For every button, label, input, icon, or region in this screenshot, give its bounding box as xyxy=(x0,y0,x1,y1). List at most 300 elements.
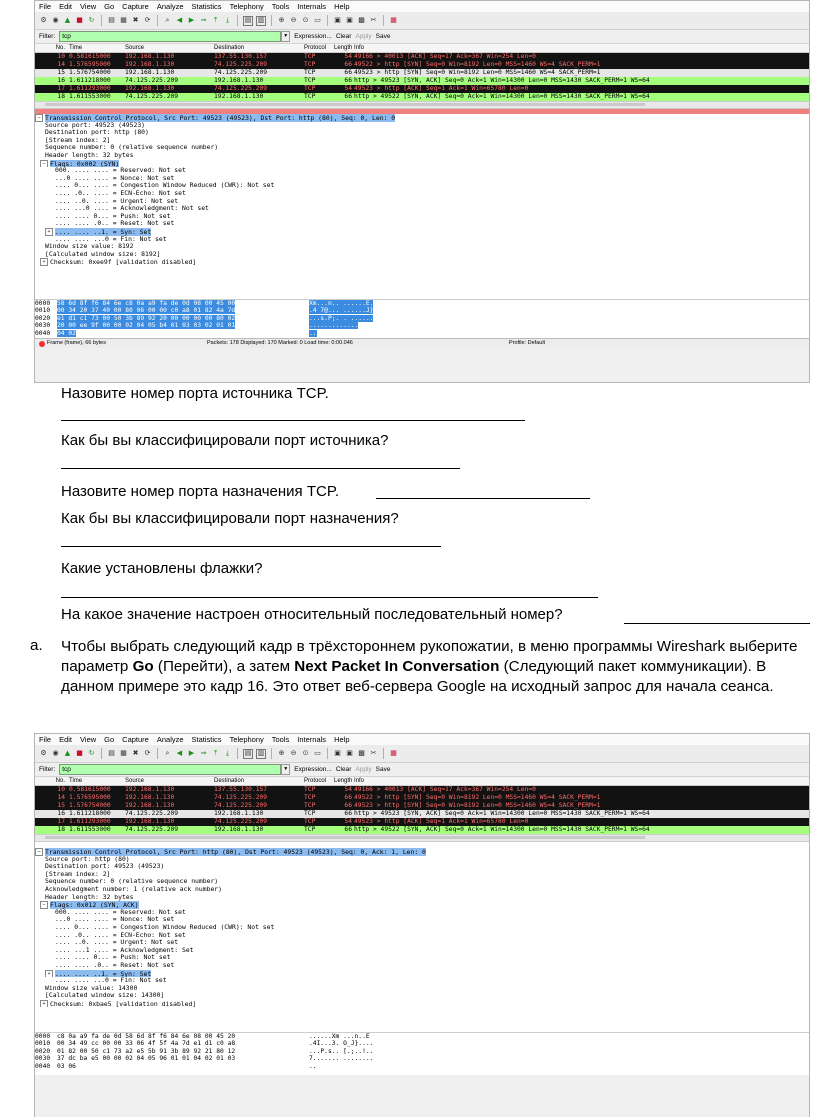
menu-tools[interactable]: Tools xyxy=(271,2,290,11)
menu-edit[interactable]: Edit xyxy=(59,735,73,744)
hex-bytes[interactable]: c8 0a a9 fa de 0d 58 6d 8f f6 84 6e 08 00 45 20 xyxy=(57,1033,236,1040)
collapse-icon[interactable]: − xyxy=(40,160,48,168)
packet-no: 16 xyxy=(57,77,65,84)
restart-capture-icon[interactable]: ↻ xyxy=(88,16,95,24)
hex-row xyxy=(35,322,809,329)
hex-bytes[interactable]: 04 02 xyxy=(57,329,76,337)
hex-bytes[interactable]: 03 06 xyxy=(57,1062,76,1070)
menu-tools[interactable]: Tools xyxy=(271,735,290,744)
packet-len: 54 xyxy=(344,818,352,825)
hex-ascii[interactable]: .4 7@... ......J} xyxy=(309,307,374,315)
filter-label: Filter: xyxy=(39,766,56,773)
zoom-in-icon[interactable]: ⊕ xyxy=(278,16,285,24)
go-last-icon[interactable]: ⤓ xyxy=(225,16,230,24)
close-file-icon[interactable]: ✖ xyxy=(132,749,139,757)
packet-row[interactable] xyxy=(35,786,809,794)
resize-columns-icon[interactable]: ▭ xyxy=(314,16,321,24)
packet-row[interactable] xyxy=(35,802,809,810)
detail-text: .... .... .0.. = Reset: Not set xyxy=(55,220,175,228)
packet-list-scrollbar[interactable] xyxy=(35,101,809,109)
hex-row xyxy=(35,330,809,337)
detail-text: [Calculated window size: 14300] xyxy=(45,992,165,1000)
find-packet-icon[interactable]: ⌕ xyxy=(165,16,170,24)
packet-len: 54 xyxy=(344,85,352,92)
packet-src: 192.168.1.130 xyxy=(125,53,175,60)
detail-row[interactable] xyxy=(35,129,809,137)
menu-internals[interactable]: Internals xyxy=(297,735,327,744)
detail-row[interactable] xyxy=(35,236,809,244)
packet-dst: 192.168.1.130 xyxy=(214,77,264,84)
detail-row[interactable] xyxy=(35,856,809,864)
detail-row[interactable] xyxy=(35,970,809,978)
detail-row[interactable] xyxy=(35,901,809,909)
collapse-icon[interactable]: − xyxy=(40,901,48,909)
packet-list xyxy=(35,53,809,101)
menu-go[interactable]: Go xyxy=(104,735,115,744)
stop-capture-icon[interactable]: ■ xyxy=(76,16,83,24)
detail-text: [Stream index: 2] xyxy=(45,870,111,878)
answer-line[interactable] xyxy=(376,498,590,499)
packet-dst: 192.168.1.130 xyxy=(214,810,264,817)
coloring-rules-icon[interactable]: ▩ xyxy=(358,16,365,24)
packet-time: 1.576595000 xyxy=(69,794,111,801)
menu-file[interactable]: File xyxy=(39,735,52,744)
expert-info-icon[interactable] xyxy=(39,341,45,347)
packet-row[interactable] xyxy=(35,85,809,93)
detail-row[interactable] xyxy=(35,947,809,955)
packet-info: 49522 > http [SYN] Seq=0 Win=8192 Len=0 MSS=1460 WS=4 SACK_PERM=1 xyxy=(354,61,601,68)
autoscroll-icon[interactable]: ▥ xyxy=(257,16,265,24)
menu-help[interactable]: Help xyxy=(334,735,350,744)
column-length[interactable]: Length xyxy=(334,45,353,51)
answer-line[interactable] xyxy=(61,468,460,469)
packet-no: 17 xyxy=(57,85,65,92)
detail-row[interactable] xyxy=(35,220,809,228)
detail-row[interactable] xyxy=(35,916,809,924)
capture-filters-icon[interactable]: ▣ xyxy=(334,16,341,24)
step-marker: a. xyxy=(30,637,43,654)
detail-row[interactable] xyxy=(35,251,809,259)
column-protocol[interactable]: Protocol xyxy=(304,45,327,51)
expand-icon[interactable]: + xyxy=(40,258,48,266)
detail-row[interactable] xyxy=(35,848,809,856)
packet-proto: TCP xyxy=(304,826,316,833)
detail-text: 000. .... .... = Reserved: Not set xyxy=(55,908,186,916)
go-forward-icon[interactable]: ▶ xyxy=(188,16,195,24)
interfaces-icon[interactable]: ⚙ xyxy=(40,16,47,24)
menu-file[interactable]: File xyxy=(39,2,52,11)
zoom-in-icon[interactable]: ⊕ xyxy=(278,749,285,757)
packet-info: http > 49523 [SYN, ACK] Seq=0 Ack=1 Win=14300 Len=0 MSS=1430 SACK_PERM=1 WS=64 xyxy=(354,77,650,84)
packet-src: 192.168.1.130 xyxy=(125,818,175,825)
detail-text: .... .... ..1. = Syn: Set xyxy=(55,227,152,236)
packet-time: 1.576754000 xyxy=(69,802,111,809)
clear-button[interactable]: Clear xyxy=(335,766,352,773)
save-file-icon[interactable]: ▦ xyxy=(120,16,127,24)
detail-row[interactable] xyxy=(35,160,809,168)
hex-bytes[interactable]: 00 34 49 cc 00 00 33 06 4f 5f 4a 7d e1 d1 c0 a8 xyxy=(57,1040,236,1048)
detail-text: Sequence number: 0 (relative sequence number) xyxy=(45,144,219,152)
packet-info: http > 49523 [SYN, ACK] Seq=0 Ack=1 Win=14300 Len=0 MSS=1430 SACK_PERM=1 WS=64 xyxy=(354,810,650,817)
detail-row[interactable] xyxy=(35,175,809,183)
packet-list-scrollbar[interactable] xyxy=(35,834,809,842)
packet-len: 66 xyxy=(344,69,352,76)
packet-row[interactable] xyxy=(35,93,809,101)
detail-row[interactable] xyxy=(35,205,809,213)
detail-row[interactable] xyxy=(35,137,809,145)
colorize-icon[interactable]: ▤ xyxy=(244,16,252,24)
menu-telephony[interactable]: Telephony xyxy=(229,2,264,11)
packet-time: 1.611553000 xyxy=(69,93,111,100)
filter-bar xyxy=(35,30,809,44)
detail-text: .... ...1 .... = Acknowledgment: Set xyxy=(55,946,194,954)
hex-ascii[interactable]: 7....... ........ xyxy=(309,1055,374,1063)
next-packet-menu-name: Next Packet In Conversation xyxy=(294,658,500,675)
column-length[interactable]: Length xyxy=(334,778,353,784)
go-forward-icon[interactable]: ▶ xyxy=(188,749,195,757)
menu-analyze[interactable]: Analyze xyxy=(156,735,184,744)
save-filter-button[interactable]: Save xyxy=(375,33,391,40)
hex-ascii[interactable]: ...P.s.. [.;..!.. xyxy=(309,1047,374,1055)
detail-row[interactable] xyxy=(35,886,809,894)
column-time[interactable]: Time xyxy=(69,778,83,784)
menu-go[interactable]: Go xyxy=(104,2,115,11)
packet-no: 10 xyxy=(57,53,65,60)
go-first-icon[interactable]: ⤒ xyxy=(213,16,218,24)
open-file-icon[interactable]: ▤ xyxy=(108,749,115,757)
detail-row[interactable] xyxy=(35,932,809,940)
hex-offset: 0000 xyxy=(35,300,51,307)
packet-row[interactable] xyxy=(35,61,809,69)
menu-capture[interactable]: Capture xyxy=(122,2,149,11)
column-no[interactable]: No. xyxy=(55,778,65,784)
detail-row[interactable] xyxy=(35,228,809,236)
menu-view[interactable]: View xyxy=(80,2,97,11)
menu-view[interactable]: View xyxy=(80,735,97,744)
go-back-icon[interactable]: ◀ xyxy=(176,16,183,24)
packet-no: 14 xyxy=(57,61,65,68)
save-file-icon[interactable]: ▦ xyxy=(120,749,127,757)
reload-icon[interactable]: ⟳ xyxy=(144,16,151,24)
status-frame: Frame (frame), 66 bytes xyxy=(47,340,106,346)
detail-row[interactable] xyxy=(35,977,809,985)
status-packets: Packets: 178 Displayed: 170 Marked: 0 Load time: 0:00.046 xyxy=(207,340,353,346)
hex-offset: 0040 xyxy=(35,1062,51,1070)
detail-text: ...0 .... .... = Nonce: Not set xyxy=(55,916,175,924)
zoom-out-icon[interactable]: ⊖ xyxy=(290,749,297,757)
collapse-icon[interactable]: − xyxy=(35,114,43,122)
hex-row xyxy=(35,307,809,314)
detail-text: [Stream index: 2] xyxy=(45,136,111,144)
detail-row[interactable] xyxy=(35,992,809,1000)
menu-internals[interactable]: Internals xyxy=(297,2,327,11)
column-source[interactable]: Source xyxy=(125,45,145,51)
open-file-icon[interactable]: ▤ xyxy=(108,16,115,24)
packet-row[interactable] xyxy=(35,818,809,826)
detail-row[interactable] xyxy=(35,213,809,221)
filter-dropdown-icon[interactable]: ▼ xyxy=(281,764,290,775)
detail-row[interactable] xyxy=(35,243,809,251)
help-icon[interactable]: ▦ xyxy=(390,749,397,757)
go-to-packet-icon[interactable]: ⇒ xyxy=(200,749,207,757)
detail-text: .... .... 0... = Push: Not set xyxy=(55,212,171,220)
go-to-packet-icon[interactable]: ⇒ xyxy=(200,16,207,24)
detail-row[interactable] xyxy=(35,198,809,206)
packet-len: 66 xyxy=(344,794,352,801)
display-filters-icon[interactable]: ▣ xyxy=(346,749,353,757)
packet-no: 16 xyxy=(57,810,65,817)
expression-button[interactable]: Expression... xyxy=(294,766,332,773)
packet-time: 1.611293000 xyxy=(69,818,111,825)
answer-line[interactable] xyxy=(61,546,441,547)
packet-len: 66 xyxy=(344,61,352,68)
question-seq-number: На какое значение настроен относительный последовательный номер? xyxy=(61,606,563,623)
expand-icon[interactable]: + xyxy=(45,228,53,236)
detail-row[interactable] xyxy=(35,114,809,122)
menu-telephony[interactable]: Telephony xyxy=(229,735,264,744)
packet-no: 15 xyxy=(57,802,65,809)
column-protocol[interactable]: Protocol xyxy=(304,778,327,784)
packet-info: 49166 > 40013 [ACK] Seq=17 Ack=367 Win=254 Len=0 xyxy=(354,786,536,793)
expand-icon[interactable]: + xyxy=(45,970,53,978)
hex-bytes[interactable]: 37 dc ba e5 00 00 02 04 05 96 01 01 04 02 01 03 xyxy=(57,1055,236,1063)
detail-row[interactable] xyxy=(35,939,809,947)
find-packet-icon[interactable]: ⌕ xyxy=(165,749,170,757)
detail-row[interactable] xyxy=(35,190,809,198)
menu-analyze[interactable]: Analyze xyxy=(156,2,184,11)
answer-line[interactable] xyxy=(61,597,598,598)
hex-offset: 0010 xyxy=(35,1040,51,1048)
packet-info: http > 49522 [SYN, ACK] Seq=0 Ack=1 Win=14300 Len=0 MSS=1430 SACK_PERM=1 WS=64 xyxy=(354,93,650,100)
detail-row[interactable] xyxy=(35,152,809,160)
hex-ascii[interactable]: ............. xyxy=(309,322,359,330)
packet-details xyxy=(35,842,809,1032)
detail-text: .... .... ..1. = Syn: Set xyxy=(55,969,152,978)
colorize-icon[interactable]: ▤ xyxy=(244,749,252,757)
packet-row[interactable] xyxy=(35,794,809,802)
packet-row[interactable] xyxy=(35,53,809,61)
packet-proto: TCP xyxy=(304,786,316,793)
answer-line[interactable] xyxy=(61,420,525,421)
detail-text: .... 0... .... = Congestion Window Reduced (CWR): Not set xyxy=(55,923,275,931)
detail-row[interactable] xyxy=(35,182,809,190)
answer-line[interactable] xyxy=(624,623,810,624)
menu-statistics[interactable]: Statistics xyxy=(191,2,222,11)
hex-offset: 0030 xyxy=(35,1055,51,1063)
column-destination[interactable]: Destination xyxy=(214,45,245,51)
hex-ascii[interactable]: .4I...3. O_J}.... xyxy=(309,1040,374,1048)
hex-offset: 0040 xyxy=(35,329,51,337)
autoscroll-icon[interactable]: ▥ xyxy=(257,749,265,757)
detail-text: Source port: 49523 (49523) xyxy=(45,121,146,129)
display-filters-icon[interactable]: ▣ xyxy=(346,16,353,24)
packet-time: 1.611293000 xyxy=(69,85,111,92)
detail-text: Acknowledgment number: 1 (relative ack number) xyxy=(45,885,222,893)
detail-text: Header length: 32 bytes xyxy=(45,893,134,901)
detail-row[interactable] xyxy=(35,167,809,175)
packet-dst: 137.55.130.157 xyxy=(214,786,268,793)
expression-button[interactable]: Expression... xyxy=(294,33,332,40)
status-bar xyxy=(35,338,809,348)
detail-text: .... .... 0... = Push: Not set xyxy=(55,954,171,962)
detail-row[interactable] xyxy=(35,954,809,962)
packet-row[interactable] xyxy=(35,810,809,818)
go-last-icon[interactable]: ⤓ xyxy=(225,749,230,757)
detail-row[interactable] xyxy=(35,258,809,266)
detail-row[interactable] xyxy=(35,122,809,130)
start-capture-icon[interactable]: ▲ xyxy=(64,749,71,757)
column-source[interactable]: Source xyxy=(125,778,145,784)
reload-icon[interactable]: ⟳ xyxy=(144,749,151,757)
hex-row xyxy=(35,300,809,307)
capture-filters-icon[interactable]: ▣ xyxy=(334,749,341,757)
packet-info: 49166 > 40013 [ACK] Seq=17 Ack=367 Win=254 Len=0 xyxy=(354,53,536,60)
help-icon[interactable]: ▦ xyxy=(390,16,397,24)
interfaces-icon[interactable]: ⚙ xyxy=(40,749,47,757)
coloring-rules-icon[interactable]: ▩ xyxy=(358,749,365,757)
packet-src: 192.168.1.130 xyxy=(125,61,175,68)
hex-bytes[interactable]: 00 34 20 37 40 00 80 06 00 00 c0 a8 01 82 4a 7d xyxy=(57,307,236,315)
question-dest-class: Как бы вы классифицировали порт назначения? xyxy=(61,510,399,527)
packet-proto: TCP xyxy=(304,69,316,76)
detail-text: Header length: 32 bytes xyxy=(45,151,134,159)
filter-input[interactable]: tcp xyxy=(59,764,281,775)
hex-offset: 0000 xyxy=(35,1033,51,1040)
packet-row[interactable] xyxy=(35,69,809,77)
packet-src: 192.168.1.130 xyxy=(125,794,175,801)
go-first-icon[interactable]: ⤒ xyxy=(213,749,218,757)
menu-bar xyxy=(35,1,809,12)
detail-row[interactable] xyxy=(35,1000,809,1008)
detail-text: .... .0.. .... = ECN-Echo: Not set xyxy=(55,189,186,197)
hex-bytes[interactable]: 20 00 ee 9f 00 00 02 04 05 b4 01 03 03 02 01 01 xyxy=(57,322,236,330)
hex-bytes[interactable]: e1 d1 c1 73 00 50 3b 89 92 20 00 00 00 00 80 02 xyxy=(57,314,236,322)
detail-row[interactable] xyxy=(35,871,809,879)
hex-ascii[interactable]: Xm...n.. ......E. xyxy=(309,300,374,307)
packet-len: 54 xyxy=(344,786,352,793)
packet-len: 54 xyxy=(344,53,352,60)
column-info[interactable]: Info xyxy=(354,778,365,784)
go-menu-name: Go xyxy=(132,658,154,675)
detail-text: .... ..0. .... = Urgent: Not set xyxy=(55,197,179,205)
question-flags: Какие установлены флажки? xyxy=(61,560,263,577)
save-filter-button[interactable]: Save xyxy=(375,766,391,773)
detail-row[interactable] xyxy=(35,144,809,152)
zoom-out-icon[interactable]: ⊖ xyxy=(290,16,297,24)
packet-dst: 74.125.225.209 xyxy=(214,818,268,825)
hex-ascii[interactable]: ......Xm ...n..E xyxy=(309,1033,370,1040)
column-time[interactable]: Time xyxy=(69,45,83,51)
detail-text: .... .... ...0 = Fin: Not set xyxy=(55,977,167,985)
packet-no: 18 xyxy=(57,93,65,100)
detail-row[interactable] xyxy=(35,924,809,932)
main-toolbar xyxy=(35,12,809,30)
stop-capture-icon[interactable]: ■ xyxy=(76,749,83,757)
close-file-icon[interactable]: ✖ xyxy=(132,16,139,24)
column-info[interactable]: Info xyxy=(354,45,365,51)
go-back-icon[interactable]: ◀ xyxy=(176,749,183,757)
detail-row[interactable] xyxy=(35,985,809,993)
status-profile[interactable]: Profile: Default xyxy=(509,340,546,346)
detail-row[interactable] xyxy=(35,962,809,970)
question-source-class: Как бы вы классифицировали порт источника? xyxy=(61,432,389,449)
detail-row[interactable] xyxy=(35,909,809,917)
packet-time: 1.611218000 xyxy=(69,77,111,84)
hex-bytes[interactable]: 58 6d 8f f6 84 6e c8 0a a9 fa de 0d 08 00 45 00 xyxy=(57,300,236,307)
hex-bytes[interactable]: 01 82 00 50 c1 73 a2 e5 5b 91 3b 89 92 21 80 12 xyxy=(57,1047,236,1055)
hex-offset: 0010 xyxy=(35,307,51,315)
filter-bar xyxy=(35,763,809,777)
packet-len: 66 xyxy=(344,93,352,100)
packet-no: 18 xyxy=(57,826,65,833)
packet-dst: 74.125.225.209 xyxy=(214,69,268,76)
packet-no: 14 xyxy=(57,794,65,801)
options-icon[interactable]: ◉ xyxy=(52,749,59,757)
hex-ascii[interactable]: ...s.P;. . ...... xyxy=(309,314,374,322)
packet-row[interactable] xyxy=(35,77,809,85)
preferences-icon[interactable]: ✂ xyxy=(370,16,377,24)
apply-button[interactable]: Apply xyxy=(355,33,372,40)
menu-edit[interactable]: Edit xyxy=(59,2,73,11)
resize-columns-icon[interactable]: ▭ xyxy=(314,749,321,757)
detail-text: Window size value: 14300 xyxy=(45,984,138,992)
packet-info: 49522 > http [SYN] Seq=0 Win=8192 Len=0 MSS=1460 WS=4 SACK_PERM=1 xyxy=(354,794,601,801)
preferences-icon[interactable]: ✂ xyxy=(370,749,377,757)
column-no[interactable]: No. xyxy=(55,45,65,51)
packet-no: 15 xyxy=(57,69,65,76)
start-capture-icon[interactable]: ▲ xyxy=(64,16,71,24)
filter-input[interactable]: tcp xyxy=(59,31,281,42)
expand-icon[interactable]: + xyxy=(40,1000,48,1008)
clear-button[interactable]: Clear xyxy=(335,33,352,40)
packet-info: 49523 > http [ACK] Seq=1 Ack=1 Win=65780 Len=0 xyxy=(354,818,529,825)
menu-statistics[interactable]: Statistics xyxy=(191,735,222,744)
detail-text: Window size value: 8192 xyxy=(45,243,134,251)
detail-row[interactable] xyxy=(35,863,809,871)
apply-button[interactable]: Apply xyxy=(355,766,372,773)
filter-dropdown-icon[interactable]: ▼ xyxy=(281,31,290,42)
packet-len: 66 xyxy=(344,802,352,809)
menu-help[interactable]: Help xyxy=(334,2,350,11)
packet-src: 192.168.1.130 xyxy=(125,802,175,809)
detail-text: Checksum: 0xee9f [validation disabled] xyxy=(50,258,197,266)
hex-ascii[interactable]: .. xyxy=(309,329,317,337)
detail-row[interactable] xyxy=(35,894,809,902)
packet-proto: TCP xyxy=(304,810,316,817)
packet-bytes xyxy=(35,299,809,338)
packet-row[interactable] xyxy=(35,826,809,834)
detail-row[interactable] xyxy=(35,878,809,886)
zoom-normal-icon[interactable]: ⊙ xyxy=(302,16,309,24)
packet-info: 49523 > http [SYN] Seq=0 Win=8192 Len=0 MSS=1460 WS=4 SACK_PERM=1 xyxy=(354,802,601,809)
question-dest-port: Назовите номер порта назначения TCP. xyxy=(61,483,340,500)
column-destination[interactable]: Destination xyxy=(214,778,245,784)
packet-no: 17 xyxy=(57,818,65,825)
hex-offset: 0030 xyxy=(35,322,51,330)
hex-ascii[interactable]: .. xyxy=(309,1062,317,1070)
packet-time: 1.611218000 xyxy=(69,810,111,817)
restart-capture-icon[interactable]: ↻ xyxy=(88,749,95,757)
detail-text: .... ...0 .... = Acknowledgment: Not set xyxy=(55,205,209,213)
detail-text: Transmission Control Protocol, Src Port: 49523 (49523), Dst Port: http (80), Seq: 0, Len: 0 xyxy=(45,114,396,122)
menu-capture[interactable]: Capture xyxy=(122,735,149,744)
hex-offset: 0020 xyxy=(35,314,51,322)
packet-len: 66 xyxy=(344,77,352,84)
detail-text: Checksum: 0xbae5 [validation disabled] xyxy=(50,999,197,1008)
collapse-icon[interactable]: − xyxy=(35,848,43,856)
zoom-normal-icon[interactable]: ⊙ xyxy=(302,749,309,757)
options-icon[interactable]: ◉ xyxy=(52,16,59,24)
